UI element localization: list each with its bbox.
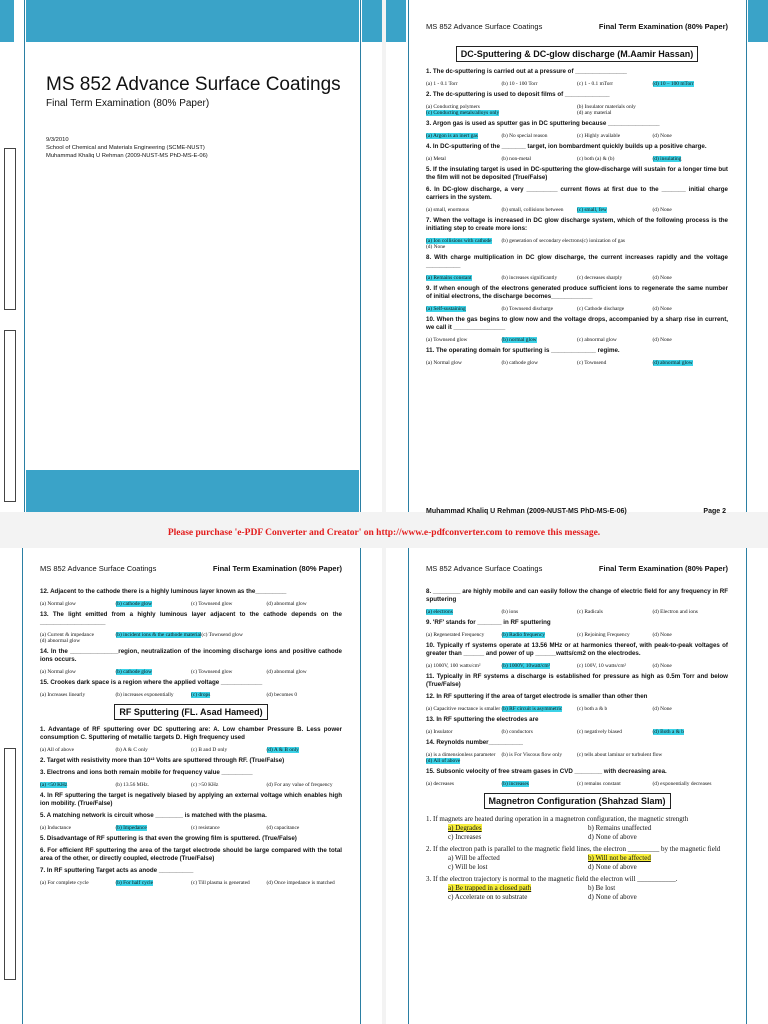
answer-options [426,824,728,842]
answer-option: (b) No special reason [501,133,548,139]
answer-option: (b) cathode glow [501,360,539,366]
answer-option: (b) conductors [501,729,533,735]
answer-option: (c) small, few [577,207,607,213]
answer-option: (b) increases significantly [501,275,558,281]
answer-option: (d) Both a & b [652,729,684,735]
question-text: 4. In RF sputtering the target is negatively biased by applying an external voltage which enables high ion mobility. (True/False) [40,792,342,807]
answer-option: (a) Current & impedance [40,632,95,638]
answer-options [426,752,728,764]
answer-option: (c) Rejoining Frequency [577,632,630,638]
page-1-cover [0,0,382,512]
answer-option: (c) B and D only [191,747,228,753]
answer-option: (b) 13.56 MHz. [115,782,150,788]
question-text: 7. In RF sputtering Target acts as anode __________ [40,867,194,874]
footer-bar [26,470,359,512]
answer-options [426,609,728,615]
question-text: 7. When the voltage is increased in DC glow discharge system, which of the following process is the initiating step to create more ions: [426,217,728,232]
answer-option: (b) cathode glow [115,601,153,607]
answer-option: (a) electrons [426,609,453,615]
answer-option: (b) incident ions & the cathode material [115,632,202,638]
answer-option: (d) None [652,306,672,312]
answer-option: (c) both a & b [577,706,608,712]
header-bar-left [0,0,14,42]
answer-option: (c) resistance [191,825,220,831]
answer-option: (a) Conducting polymers [426,104,480,110]
answer-option: (d) None [652,207,672,213]
question-text: 5. A matching network is circuit whose ________ is matched with the plasma. [40,812,267,819]
question-text: 2. The dc-sputtering is used to deposit films of _____________ [426,91,610,98]
question-list-rf [40,584,342,890]
answer-option: (c) Till plasma is generated [191,880,250,886]
answer-option: (d) None [652,133,672,139]
answer-options [426,360,728,366]
answer-option: (c) tells about laminar or turbulent flow [577,752,663,758]
running-header [426,564,728,573]
answer-options [40,632,342,644]
answer-options [426,104,728,116]
answer-option: (a) Argon is an inert gas [426,133,478,139]
header-course: MS 852 Advance Surface Coatings [426,564,543,573]
answer-option: d) None of above [588,863,637,871]
answer-option: (b) 1000V, 10watt/cm² [501,663,551,669]
header-exam: Final Term Examination (80% Paper) [212,564,342,573]
answer-option: (a) Inductance [40,825,71,831]
answer-option: (d) None [652,663,672,669]
answer-option: (a) <50 KHz [40,782,68,788]
answer-option: (d) Once impedance is matched [266,880,335,886]
header-bar-left [386,0,406,42]
question-text: 14. In the ______________region, neutralization of the incoming discharge ions and positive cathode ions occurs. [40,648,342,663]
answer-options [426,337,728,343]
answer-option: (a) Townsend glow [426,337,468,343]
answer-option: (a) Remains constant [426,275,472,281]
answer-option: (d) None [426,244,446,250]
question-list-rf-2 [426,584,728,902]
header-course: MS 852 Advance Surface Coatings [40,564,157,573]
margin-line [360,548,361,1024]
question-text: 3. If the electron trajectory is normal to the magnetic field the electron will ___________. [426,875,678,883]
answer-options [426,706,728,712]
answer-option: (c) abnormal glow [577,337,617,343]
footer-author: Muhammad Khaliq U Rehman (2009-NUST-MS PhD-MS-E-06) [426,508,627,515]
answer-option: b) Remains unaffected [588,824,652,832]
answer-option: (a) Self-sustaining [426,306,466,312]
answer-option: (c) 1 - 0.1 mTorr [577,81,613,87]
answer-options [426,306,728,312]
answer-option: c) Increases [448,833,482,841]
answer-option: (d) abnormal glow [40,638,81,644]
answer-option: (a) Metal [426,156,446,162]
author: Muhammad Khaliq U Rehman (2009-NUST-MS PhD-MS-E-06) [46,153,208,159]
answer-option: a) Will be affected [448,854,500,862]
answer-option: (a) Ion collisions with cathode [426,238,492,244]
header-bar-right [748,0,768,42]
date: 9/3/2010 [46,137,69,143]
answer-option: (a) Insulator [426,729,453,735]
question-text: 6. In DC-glow discharge, a very _________ current flows at first due to the _______ initial charge carriers in the system. [426,186,728,201]
answer-option: (d) None [652,275,672,281]
answer-option: (a) Normal glow [40,601,76,607]
question-text: 9. 'RF' stands for _______ in RF sputtering [426,619,551,626]
question-text: 5. If the insulating target is used in DC-sputtering the glow-discharge will sustain for a longer time but the film will not be deposited (True/False) [426,166,728,181]
answer-option: (c) negatively biased [577,729,622,735]
answer-option: (a) Capacitive reactance is smaller [426,706,501,712]
page-3 [0,548,382,1024]
side-tab [4,748,16,980]
page-footer [426,508,726,515]
answer-option: (c) both (a) & (b) [577,156,615,162]
answer-option: (d) A & B only [266,747,299,753]
answer-option: (d) Electron and ions [652,609,698,615]
answer-option: (c) Townsend glow [201,632,243,638]
answer-option: (d) abnormal glow [652,360,693,366]
question-text: 9. If when enough of the electrons generated produce sufficient ions to regenerate the same number of initial electrons, the discharge becomes____________ [426,285,728,300]
answer-option: (b) cathode glow [115,669,153,675]
header-bar-right [362,0,382,42]
question-text: 11. The operating domain for sputtering is _____________ regime. [426,347,620,354]
answer-options [426,133,728,139]
school: School of Chemical and Materials Engineering (SCME-NUST) [46,145,205,151]
answer-options [426,156,728,162]
answer-option: (a) 1 - 0.1 Torr [426,81,458,87]
running-header [40,564,342,573]
question-text: 4. In DC-sputtering of the _______ target, ion bombardment quickly builds up a positive charge. [426,143,707,150]
section-title-rf: RF Sputtering (FL. Asad Hameed) [114,704,267,720]
question-text: 3. Electrons and ions both remain mobile for frequency value _________ [40,769,253,776]
answer-option: (c) Townsend glow [191,601,233,607]
side-tab [4,330,16,502]
header-bar [26,0,359,42]
answer-options [426,884,728,902]
question-text: 1. The dc-sputtering is carried out at a pressure of _______________ [426,68,627,75]
document-meta [46,136,208,160]
answer-option: (c) Conducting metals/alloys only [426,110,500,116]
answer-option: b) Will not be affected [588,854,651,862]
answer-options [426,238,728,250]
header-exam: Final Term Examination (80% Paper) [598,564,728,573]
answer-option: (a) Increases linearly [40,692,86,698]
answer-option: (b) generation of secondary electrons [501,238,582,244]
margin-line [24,0,25,512]
answer-option: (b) Radio frequency [501,632,545,638]
answer-option: (b) non-metal [501,156,531,162]
margin-line [746,548,747,1024]
answer-option: b) Be lost [588,884,616,892]
answer-option: (b) Impedance [115,825,147,831]
question-text: 15. Crookes dark space is a region where the applied voltage ____________ [40,679,263,686]
answer-options [40,782,342,788]
answer-option: (c) drops [191,692,211,698]
answer-option: (d) None [652,706,672,712]
answer-option: (d) 10 – 100 mTorr [652,81,694,87]
answer-option: (c) Townsend glow [191,669,233,675]
answer-options [40,692,342,698]
question-text: 8. With charge multiplication in DC glow discharge, the current increases rapidly and the voltage __________ [426,254,728,269]
answer-option: (d) becomes 0 [266,692,298,698]
answer-option: (d) insulating [652,156,682,162]
header-exam: Final Term Examination (80% Paper) [598,22,728,31]
answer-option: d) None of above [588,893,637,901]
margin-line [360,0,361,512]
watermark-text: Please purchase 'e-PDF Converter and Creator' on http://www.e-pdfconverter.com to remove this message. [167,528,601,538]
question-text: 12. Adjacent to the cathode there is a highly luminous layer known as the_________ [40,588,287,595]
answer-options [426,632,728,638]
answer-option: (c) remains constant [577,781,621,787]
question-text: 11. Typically in RF systems a discharge is established for pressure as high as 0.5m Torr and below (True/False) [426,673,728,688]
answer-option: d) None of above [588,833,637,841]
document-title: MS 852 Advance Surface Coatings [46,74,341,95]
question-text: 5. Disadvantage of RF sputtering is that even the growing film is sputtered. (True/False) [40,835,297,842]
margin-line [408,0,409,512]
question-text: 8. ________ are highly mobile and can easily follow the change of electric field for any frequency in RF sputtering [426,588,728,603]
answer-option: (d) exponentially decreases [652,781,712,787]
answer-option: (a) small, enormous [426,207,469,213]
page-4 [386,548,768,1024]
answer-option: (b) Townsend discharge [501,306,554,312]
answer-option: (c) 100V, 10 watts/cm² [577,663,627,669]
answer-options [40,880,342,886]
answer-options [426,781,728,787]
answer-options [40,825,342,831]
answer-options [426,207,728,213]
section-title-dc: DC-Sputtering & DC-glow discharge (M.Aamir Hassan) [456,46,699,62]
answer-option: (b) increases exponentially [115,692,174,698]
margin-line [22,548,23,1024]
question-text: 3. Argon gas is used as sputter gas in DC sputtering because _______________ [426,120,660,127]
question-text: 10. When the gas begins to glow now and the voltage drops, accompanied by a sharp rise in current, we call it _______________ [426,316,728,331]
answer-options [40,747,342,753]
header-course: MS 852 Advance Surface Coatings [426,22,543,31]
section-title-magnetron: Magnetron Configuration (Shahzad Slam) [484,793,671,809]
answer-option: (d) any material [577,110,612,116]
question-text: 1. If magnets are heated during operation in a magnetron configuration, the magnetic strength [426,815,689,823]
question-text: 2. Target with resistivity more than 10¹² Volts are sputtered through RF. (True/False) [40,757,285,764]
answer-option: (c) ionization of gas [581,238,625,244]
question-text: 14. Reynolds number__________ [426,739,523,746]
answer-option: (a) All of above [40,747,74,753]
question-list-dc [426,44,728,370]
answer-option: (c) Cathode discharge [577,306,625,312]
margin-line [408,548,409,1024]
answer-options [40,669,342,675]
answer-option: (d) None [652,337,672,343]
answer-option: (b) small, collisions between [501,207,564,213]
answer-option: (d) All of above [426,758,461,764]
answer-option: (b) is For Viscous flow only [501,752,563,758]
question-text: 15. Subsonic velocity of free stream gases in CVD ________ with decreasing area. [426,768,667,775]
answer-options [426,81,728,87]
question-text: 6. For efficient RF sputtering the area of the target electrode should be large compared with the total area of the other, or directly coupled, electrode (True/False) [40,847,342,862]
answer-option: (a) decreases [426,781,454,787]
answer-option: (b) 10 - 100 Torr [501,81,538,87]
answer-option: (a) is a dimensionless parameter [426,752,496,758]
running-header [426,22,728,31]
answer-option: c) Will be lost [448,863,488,871]
answer-option: (a) 1000V, 100 watts/cm² [426,663,481,669]
answer-option: (b) RF circuit is asymmetric [501,706,563,712]
question-text: 12. In RF sputtering if the area of target electrode is smaller than other then [426,693,648,700]
question-text: 10. Typically rf systems operate at 13.56 MHz or at harmonics thereof, with peak-to-peak voltages of greater than ______ and power of up ______watts/cm2 on the electrodes. [426,642,728,657]
answer-options [426,854,728,872]
answer-option: a) Be trapped in a closed path [448,884,532,892]
answer-option: c) Accelerate on to substrate [448,893,528,901]
answer-option: (b) normal glow [501,337,537,343]
answer-option: (d) capacitance [266,825,300,831]
answer-option: (c) decreases sharply [577,275,623,281]
answer-option: a) Degrades [448,824,482,832]
answer-option: (a) Regenerated Frequency [426,632,485,638]
answer-options [40,601,342,607]
question-text: 13. In RF sputtering the electrodes are [426,716,539,723]
page-number: Page 2 [703,508,726,515]
answer-options [426,275,728,281]
answer-option: (b) For half cycle [115,880,154,886]
answer-options [426,729,728,735]
answer-option: (b) ions [501,609,519,615]
answer-option: (b) Insulator materials only [577,104,636,110]
question-text: 2. If the electron path is parallel to the magnetic field lines, the electron _________ by the magnetic field [426,845,721,853]
answer-option: (a) For complete cycle [40,880,89,886]
answer-option: (b) A & C only [115,747,148,753]
answer-option: (a) Normal glow [40,669,76,675]
margin-line [746,0,747,512]
question-text: 1. Advantage of RF sputtering over DC sputtering are: A. Low chamber Pressure B. Less power consumption C. Sputtering of metallic targets D. High frequency used [40,726,342,741]
question-text: 13. The light emitted from a highly luminous layer adjacent to the cathode depends on the ___________________ [40,611,342,626]
answer-option: (b) increases [501,781,529,787]
answer-options [426,663,728,669]
answer-option: (a) Normal glow [426,360,462,366]
side-tab [4,148,16,310]
document-subtitle: Final Term Examination (80% Paper) [46,98,210,109]
answer-option: (d) abnormal glow [266,669,307,675]
answer-option: (d) abnormal glow [266,601,307,607]
answer-option: (c) Townsend [577,360,607,366]
page-2 [386,0,768,512]
answer-option: (c) Radicals [577,609,603,615]
answer-option: (c) Highly available [577,133,621,139]
answer-option: (c) >50 KHz [191,782,219,788]
answer-option: (d) None [652,632,672,638]
answer-option: (d) For any value of frequency [266,782,333,788]
